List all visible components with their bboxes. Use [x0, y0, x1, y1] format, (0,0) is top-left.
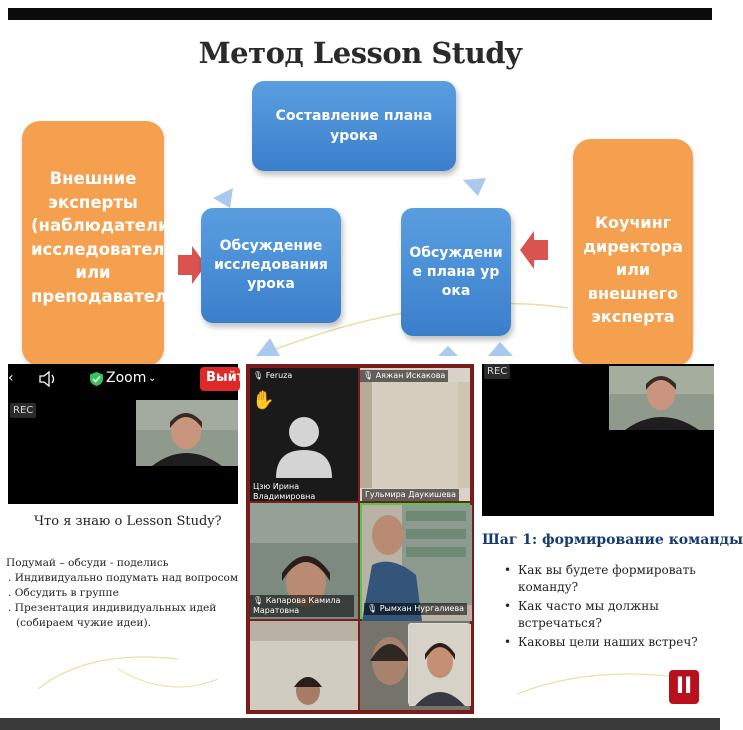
- rec-badge: REC: [484, 364, 510, 379]
- participant-tile[interactable]: [360, 621, 470, 710]
- participant-tile[interactable]: [250, 621, 358, 710]
- cycle-arrow-top-left: [213, 188, 233, 208]
- user-placeholder-icon: [274, 414, 334, 478]
- active-speaker-tile[interactable]: [360, 503, 470, 619]
- pause-button[interactable]: II: [669, 670, 699, 704]
- list-item: . Обсудить в группе: [8, 587, 119, 599]
- participant-name-text: Капарова Камила Маратовна: [253, 596, 341, 615]
- zoom-toolbar: [8, 364, 245, 394]
- zoom-screenshot-right: [482, 364, 743, 714]
- decorative-curve: [28, 629, 228, 709]
- participant-name: 🎙 Капарова Камила Маратовна: [250, 595, 354, 617]
- participant-name: 🎙 Feruza: [253, 371, 293, 380]
- self-view-thumbnail[interactable]: [609, 366, 714, 430]
- participant-name: 🎙 Рымхан Нургалиева: [364, 603, 467, 615]
- red-arrow-right: [520, 231, 548, 269]
- speaker-icon[interactable]: [38, 371, 58, 387]
- participant-video: [360, 382, 470, 488]
- cycle-arrow-bottom-right: [488, 342, 513, 356]
- list-item-text: Обсудить в группе: [14, 587, 119, 599]
- right-slide-list: [504, 562, 712, 653]
- right-slide-heading: Шаг 1: формирование команды: [482, 532, 743, 548]
- participant-tile[interactable]: [250, 503, 358, 619]
- cycle-arrow-bottom-mid: [438, 346, 458, 356]
- participant-avatar: [609, 366, 714, 430]
- participant-tile[interactable]: [250, 368, 358, 501]
- lesson-research-box: [201, 208, 341, 323]
- list-item: (собираем чужие идеи).: [16, 617, 151, 629]
- list-item: • Как вы будете формировать команду?: [504, 562, 712, 596]
- self-view-thumbnail[interactable]: [136, 400, 238, 466]
- plan-discussion-label: Обсуждение плана урока: [409, 244, 503, 299]
- participant-name-text: Рымхан Нургалиева: [379, 604, 465, 613]
- zoom-gallery-view: [246, 364, 474, 714]
- participant-avatar: [136, 400, 238, 466]
- participant-name: 🎙 Аяжан Искакова: [360, 370, 448, 382]
- external-experts-box: [22, 121, 187, 366]
- lesson-research-label: Обсуждение исследования урока: [214, 238, 328, 292]
- participant-name: Цзю Ирина Владимировна: [253, 482, 316, 501]
- zoom-app-label[interactable]: Zoom: [106, 370, 147, 386]
- zoom-screenshot-left: [6, 364, 245, 714]
- chevron-down-icon[interactable]: ⌄: [148, 373, 157, 384]
- list-item-text: Индивидуально подумать над вопросом: [14, 572, 239, 584]
- lesson-plan-box: [252, 81, 456, 171]
- list-item: . Презентация индивидуальных идей: [8, 602, 217, 614]
- participant-name-text: Feruza: [265, 371, 293, 380]
- left-slide-heading: Что я знаю о Lesson Study?: [34, 514, 222, 529]
- cycle-arrow-top-right: [463, 178, 486, 196]
- list-item: • Каковы цели наших встреч?: [504, 634, 712, 651]
- left-slide-list: [8, 556, 238, 631]
- list-item: • Как часто мы должны встречаться?: [504, 598, 712, 632]
- lesson-study-slide: [8, 8, 712, 356]
- participant-name-text: Аяжан Искакова: [375, 371, 446, 380]
- list-item-text: Презентация индивидуальных идей: [14, 602, 217, 614]
- back-chevron-icon[interactable]: ‹: [8, 370, 14, 386]
- coaching-label: Коучинг директора или внешнего эксперта: [583, 213, 683, 326]
- list-item: Подумай – обсуди - поделись: [6, 557, 169, 569]
- participant-name: Гульмира Даукишева: [362, 489, 459, 501]
- video-area: [482, 364, 714, 516]
- list-item: . Индивидуально подумать над вопросом: [8, 572, 239, 584]
- self-view-thumbnail[interactable]: [408, 623, 470, 705]
- bottom-strip: [0, 718, 720, 730]
- slide-title: Метод Lesson Study: [198, 36, 522, 70]
- coaching-box: [573, 139, 693, 366]
- cycle-arrow-bottom-left: [256, 338, 280, 356]
- video-area: [8, 394, 238, 504]
- rec-badge: REC: [10, 403, 36, 418]
- shield-check-icon[interactable]: [90, 372, 103, 386]
- participant-tile[interactable]: [360, 368, 470, 501]
- external-experts-label: Внешние эксперты (наблюдатели, исследователи или преподаватели): [31, 169, 187, 306]
- participant-avatar: [409, 624, 471, 706]
- leave-button[interactable]: Выйт: [200, 367, 240, 391]
- raised-hand-icon: ✋: [252, 390, 275, 411]
- plan-discussion-box: [401, 208, 511, 336]
- lesson-plan-label: Составление плана урока: [275, 108, 433, 144]
- participant-video: [250, 621, 358, 710]
